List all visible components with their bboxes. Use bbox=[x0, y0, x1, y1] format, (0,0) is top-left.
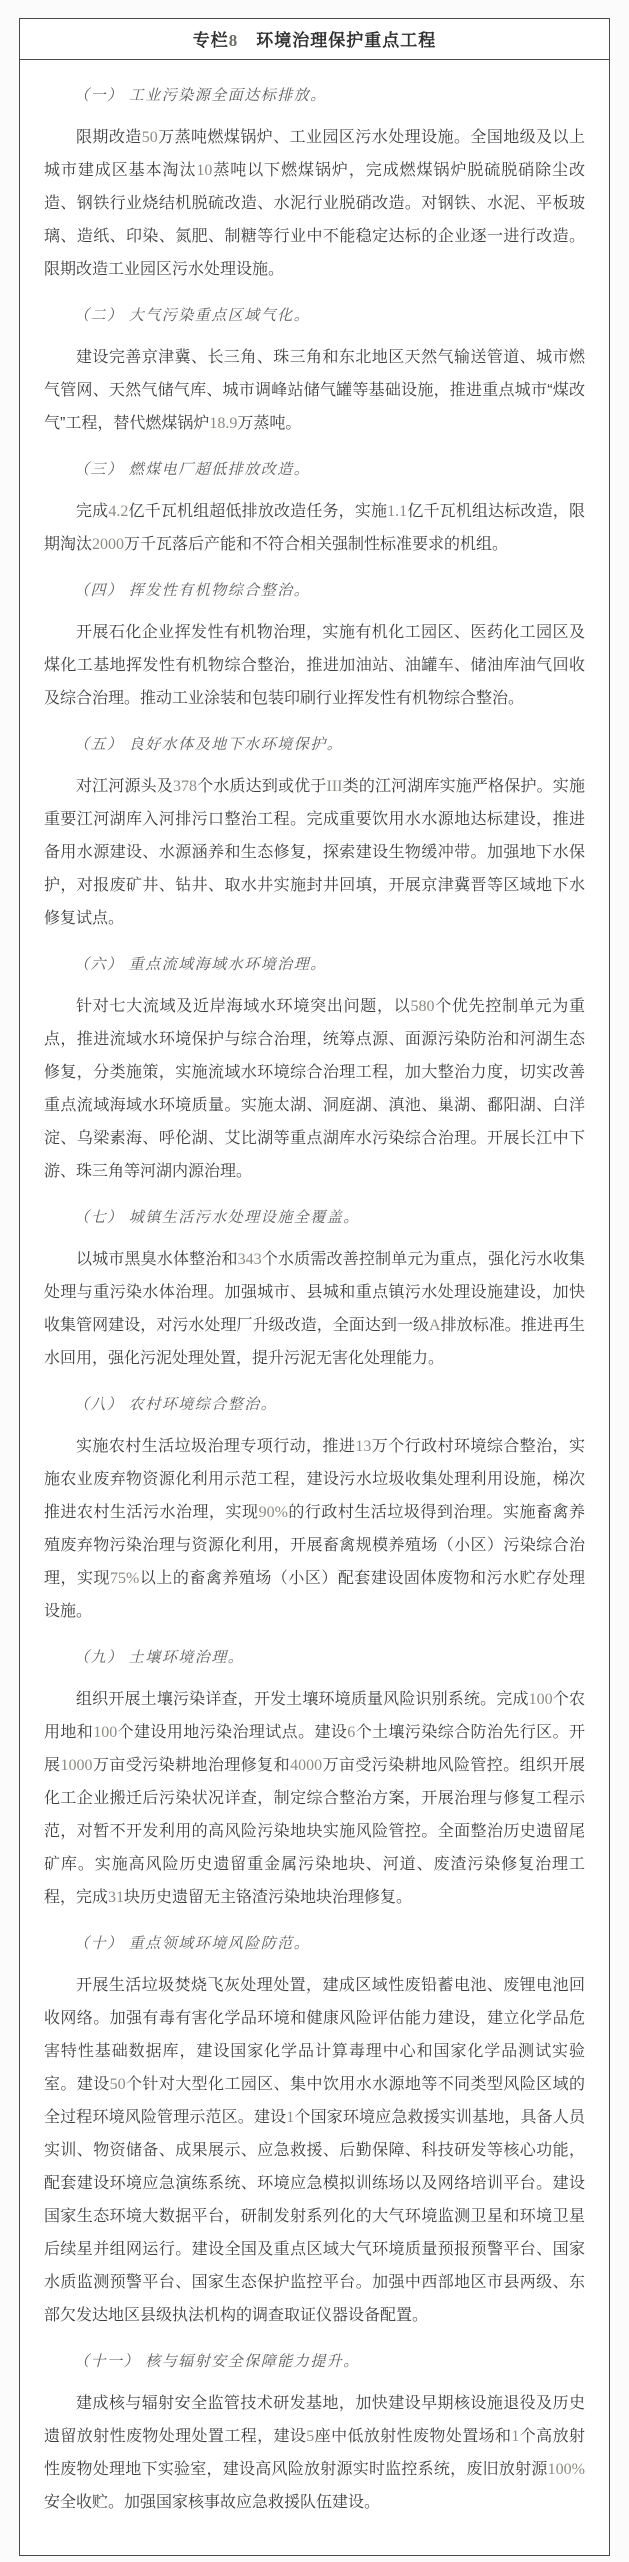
section-paragraph: 对江河源头及378个水质达到或优于III类的江河湖库实施严格保护。实施重要江河湖库入河排污口整治工程。完成重要饮用水水源地达标建设，推进备用水源建设、水源涵养和生态修复，探索建设生物缓冲带。加强地下水保护，对报废矿井、钻井、取水井实施封井回填，开展京津冀晋等区域地下水修复试点。 bbox=[44, 778, 585, 927]
section-heading: （三） 燃煤电厂超低排放改造。 bbox=[74, 462, 311, 478]
section-heading: （七） 城镇生活污水处理设施全覆盖。 bbox=[74, 1210, 360, 1226]
numeric-value: A bbox=[429, 1317, 441, 1334]
section-paragraph: 开展生活垃圾焚烧飞灰处理处置，建成区域性废铅蓄电池、废锂电池回收网络。加强有毒有害化学品环境和健康风险评估能力建设，建立化学品危害特性基础数据库，建设国家化学品计算毒理中心和国家化学品测试实验室。建设50个针对大型化工园区、集中饮用水水源地等不同类型风险区域的全过程环境风险管理示范区。建设1个国家环境应急救援实训基地，具备人员实训、物资储备、成果展示、应急救援、后勤保障、科技研发等核心功能，配套建设环境应急演练系统、环境应急模拟训练场以及网络培训平台。建设国家生态环境大数据平台，研制发射系列化的大气环境监测卫星和环境卫星后续星并组网运行。建设全国及重点区域大气环境质量预报预警平台、国家水质监测预警平台、国家生态保护监控平台。加强中西部地区市县两级、东部欠发达地区县级执法机构的调查取证仪器设备配置。 bbox=[44, 1977, 585, 2324]
section-paragraph: 实施农村生活垃圾治理专项行动，推进13万个行政村环境综合整治，实施农业废弃物资源化利用示范工程，建设污水垃圾收集处理利用设施，梯次推进农村生活污水治理，实现90%的行政村生活垃圾得到治理。实施畜禽养殖废弃物污染治理与资源化利用，开展畜禽规模养殖场（小区）污染综合治理，实现75%以上的畜禽养殖场（小区）配套建设固体废物和污水贮存处理设施。 bbox=[44, 1438, 585, 1620]
numeric-value: 4000 bbox=[290, 1757, 323, 1774]
document-title-row bbox=[20, 19, 609, 60]
section-paragraph: 针对七大流域及近岸海域水环境突出问题，以580个优先控制单元为重点，推进流域水环境保护与综合治理，统筹点源、面源污染防治和河湖生态修复，分类施策，实施流域水环境综合治理工程，加大整治力度，切实改善重点流域海域水环境质量。实施太湖、洞庭湖、滇池、巢湖、鄱阳湖、白洋淀、乌梁素海、呼伦湖、艾比湖等重点湖库水污染综合治理。开展长江中下游、珠三角等河湖内源治理。 bbox=[44, 998, 585, 1180]
section-paragraph: 组织开展土壤污染详查，开发土壤环境质量风险识别系统。完成100个农用地和100个建设用地污染治理试点。建设6个土壤污染综合防治先行区。开展1000万亩受污染耕地治理修复和4000万亩受污染耕地风险管控。组织开展化工企业搬迁后污染状况详查，制定综合整治方案，开展治理与修复工程示范，对暂不开发利用的高风险污染地块实施风险管控。全面整治历史遗留尾矿库。实施高风险历史遗留重金属污染地块、河道、废渣污染修复治理工程，完成31块历史遗留无主铬渣污染地块治理修复。 bbox=[44, 1691, 585, 1906]
section-4 bbox=[44, 575, 585, 715]
numeric-value: 100 bbox=[93, 1724, 118, 1741]
section-paragraph: 建设完善京津冀、长三角、珠三角和东北地区天然气输送管道、城市燃气管网、天然气储气库、城市调峰站储气罐等基础设施，推进重点城市“煤改气”工程，替代燃煤锅炉18.9万蒸吨。 bbox=[44, 349, 585, 432]
section-paragraph: 开展石化企业挥发性有机物治理，实施有机化工园区、医药化工园区及煤化工基地挥发性有机物综合整治，推进加油站、油罐车、储油库油气回收及综合治理。推动工业涂装和包装印刷行业挥发性有机物综合整治。 bbox=[44, 624, 585, 707]
section-11 bbox=[44, 2346, 585, 2519]
numeric-value: 50 bbox=[141, 129, 158, 146]
numeric-value: 1 bbox=[511, 2428, 520, 2445]
section-heading: （一） 工业污染源全面达标排放。 bbox=[74, 88, 327, 104]
numeric-value: 1.1 bbox=[387, 503, 408, 520]
numeric-value: 90% bbox=[258, 1504, 288, 1521]
numeric-value: 13 bbox=[355, 1438, 372, 1455]
section-heading: （四） 挥发性有机物综合整治。 bbox=[74, 583, 311, 599]
numeric-value: 8 bbox=[228, 31, 239, 50]
section-6 bbox=[44, 949, 585, 1188]
section-paragraph: 完成4.2亿千瓦机组超低排放改造任务，实施1.1亿千瓦机组达标改造，限期淘汰2000万千瓦落后产能和不符合相关强制性标准要求的机组。 bbox=[44, 503, 585, 553]
numeric-value: 50 bbox=[109, 2076, 126, 2093]
document-body bbox=[20, 60, 609, 2555]
numeric-value: 378 bbox=[173, 778, 197, 795]
section-8 bbox=[44, 1389, 585, 1628]
document-table bbox=[19, 18, 610, 2556]
numeric-value: 1000 bbox=[60, 1757, 93, 1774]
section-heading: （二） 大气污染重点区域气化。 bbox=[74, 308, 311, 324]
numeric-value: 6 bbox=[347, 1724, 356, 1741]
numeric-value: 2000 bbox=[92, 536, 125, 553]
section-1 bbox=[44, 80, 585, 286]
numeric-value: 100 bbox=[528, 1691, 553, 1708]
section-9 bbox=[44, 1642, 585, 1914]
section-heading: （六） 重点流域海域水环境治理。 bbox=[74, 957, 327, 973]
section-heading: （九） 土壤环境治理。 bbox=[74, 1650, 245, 1666]
section-paragraph: 建成核与辐射安全监管技术研发基地，加快建设早期核设施退役及历史遗留放射性废物处理处置工程，建设5座中低放射性废物处置场和1个高放射性废物处理地下实验室，建设高风险放射源实时监控系统，废旧放射源100%安全收贮。加强国家核事故应急救援队伍建设。 bbox=[44, 2395, 585, 2511]
section-heading: （十） 重点领域环境风险防范。 bbox=[74, 1936, 311, 1952]
numeric-value: 580 bbox=[410, 998, 435, 1015]
numeric-value: III bbox=[326, 778, 343, 795]
numeric-value: 18.9 bbox=[209, 415, 238, 432]
section-2 bbox=[44, 300, 585, 440]
numeric-value: 5 bbox=[306, 2428, 315, 2445]
numeric-value: 31 bbox=[108, 1889, 125, 1906]
numeric-value: 10 bbox=[196, 162, 213, 179]
numeric-value: 75% bbox=[110, 1570, 140, 1587]
section-5 bbox=[44, 729, 585, 935]
numeric-value: 343 bbox=[237, 1251, 262, 1268]
section-heading: （五） 良好水体及地下水环境保护。 bbox=[74, 737, 344, 753]
section-heading: （十一） 核与辐射安全保障能力提升。 bbox=[74, 2354, 360, 2370]
numeric-value: 4.2 bbox=[108, 503, 129, 520]
numeric-value: 1 bbox=[286, 2109, 295, 2126]
numeric-value: 100% bbox=[547, 2461, 585, 2478]
section-heading: （八） 农村环境综合整治。 bbox=[74, 1397, 278, 1413]
section-10 bbox=[44, 1928, 585, 2332]
section-paragraph: 以城市黑臭水体整治和343个水质需改善控制单元为重点，强化污水收集处理与重污染水体治理。加强城市、县城和重点镇污水处理设施建设，加快收集管网建设，对污水处理厂升级改造，全面达到一级A排放标准。推进再生水回用，强化污泥处理处置，提升污泥无害化处理能力。 bbox=[44, 1251, 585, 1367]
section-3 bbox=[44, 454, 585, 561]
section-7 bbox=[44, 1202, 585, 1375]
section-paragraph: 限期改造50万蒸吨燃煤锅炉、工业园区污水处理设施。全国地级及以上城市建成区基本淘汰10蒸吨以下燃煤锅炉，完成燃煤锅炉脱硫脱硝除尘改造、钢铁行业烧结机脱硫改造、水泥行业脱硝改造。对钢铁、水泥、平板玻璃、造纸、印染、氮肥、制糖等行业中不能稳定达标的企业逐一进行改造。限期改造工业园区污水处理设施。 bbox=[44, 129, 585, 278]
document-title: 专栏8 环境治理保护重点工程 bbox=[192, 31, 437, 50]
